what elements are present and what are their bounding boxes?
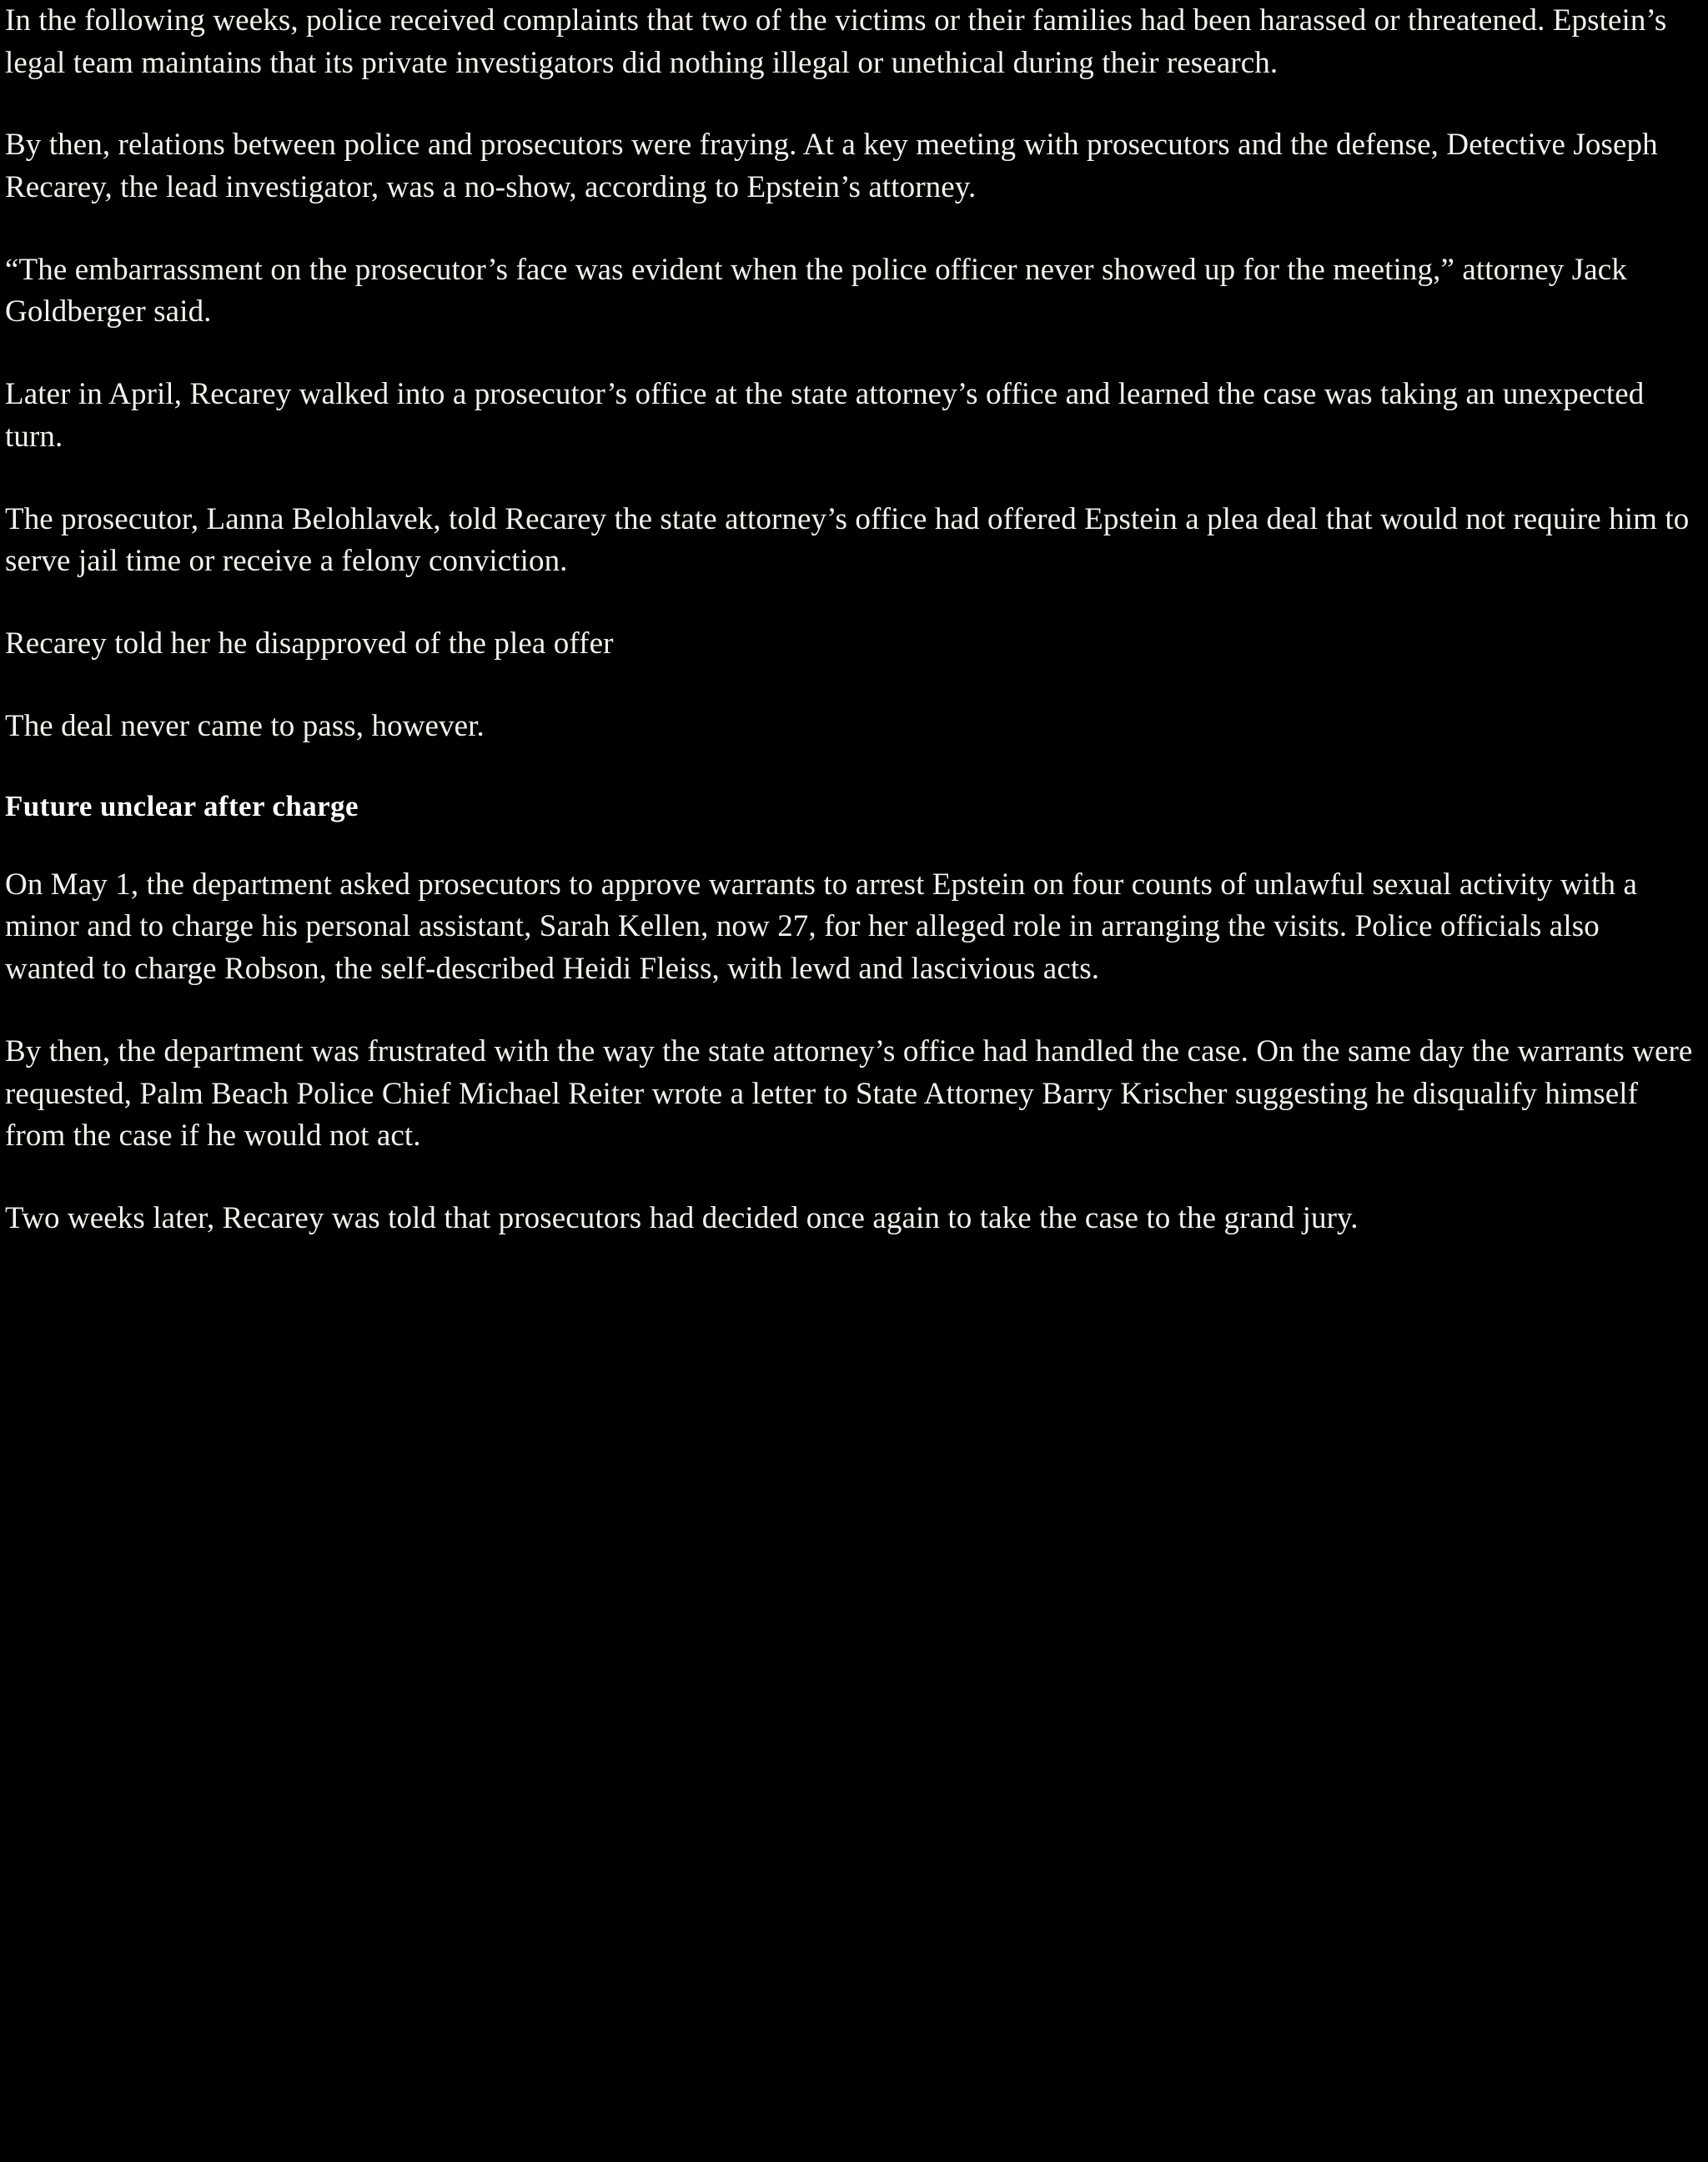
paragraph-relations-fraying: By then, relations between police and prosecutors were fraying. At a key meeting with prosecutors and the defense, Detective Joseph Recarey, the lead investigator, was a no-show, according to Epstein’s attorney.: [5, 128, 1658, 205]
paragraph-goldberger-quote: “The embarrassment on the prosecutor’s face was evident when the police officer never showed up for the meeting,” attorney Jack Goldberger said.: [5, 252, 1627, 329]
paragraph-plea-deal-offer: The prosecutor, Lanna Belohlavek, told Recarey the state attorney’s office had offered Epstein a plea deal that would not require him to serve jail time or receive a felony conviction.: [5, 501, 1690, 579]
paragraph-deal-never-passed: The deal never came to pass, however.: [5, 708, 485, 743]
paragraph-may-1-warrants: On May 1, the department asked prosecutors to approve warrants to arrest Epstein on four counts of unlawful sexual activity with a minor and to charge his personal assistant, Sarah Kellen, now 27, for her alleged role in arranging the visits. Police officials also wanted to charge Robson, the self-described Heidi Fleiss, with lewd and lascivious acts.: [5, 867, 1638, 987]
paragraph-recarey-disapproved: Recarey told her he disapproved of the plea offer: [5, 626, 614, 661]
paragraph-harassment-complaints: In the following weeks, police received complaints that two of the victims or their families had been harassed or threatened. Epstein’s legal team maintains that its private investigators did nothing illegal or unethical during their research.: [5, 3, 1667, 80]
subhead-future-unclear-after-charge: Future unclear after charge: [5, 790, 359, 823]
paragraph-grand-jury: Two weeks later, Recarey was told that prosecutors had decided once again to take the case to the grand jury.: [5, 1200, 1359, 1235]
paragraph-reiter-letter: By then, the department was frustrated with the way the state attorney’s office had handled the case. On the same day the warrants were requested, Palm Beach Police Chief Michael Reiter wrote a letter to State Attorney Barry Krischer suggesting he disqualify himself from the case if he would not act.: [5, 1033, 1693, 1154]
paragraph-april-unexpected-turn: Later in April, Recarey walked into a prosecutor’s office at the state attorney’s office and learned the case was taking an unexpected turn.: [5, 377, 1645, 454]
